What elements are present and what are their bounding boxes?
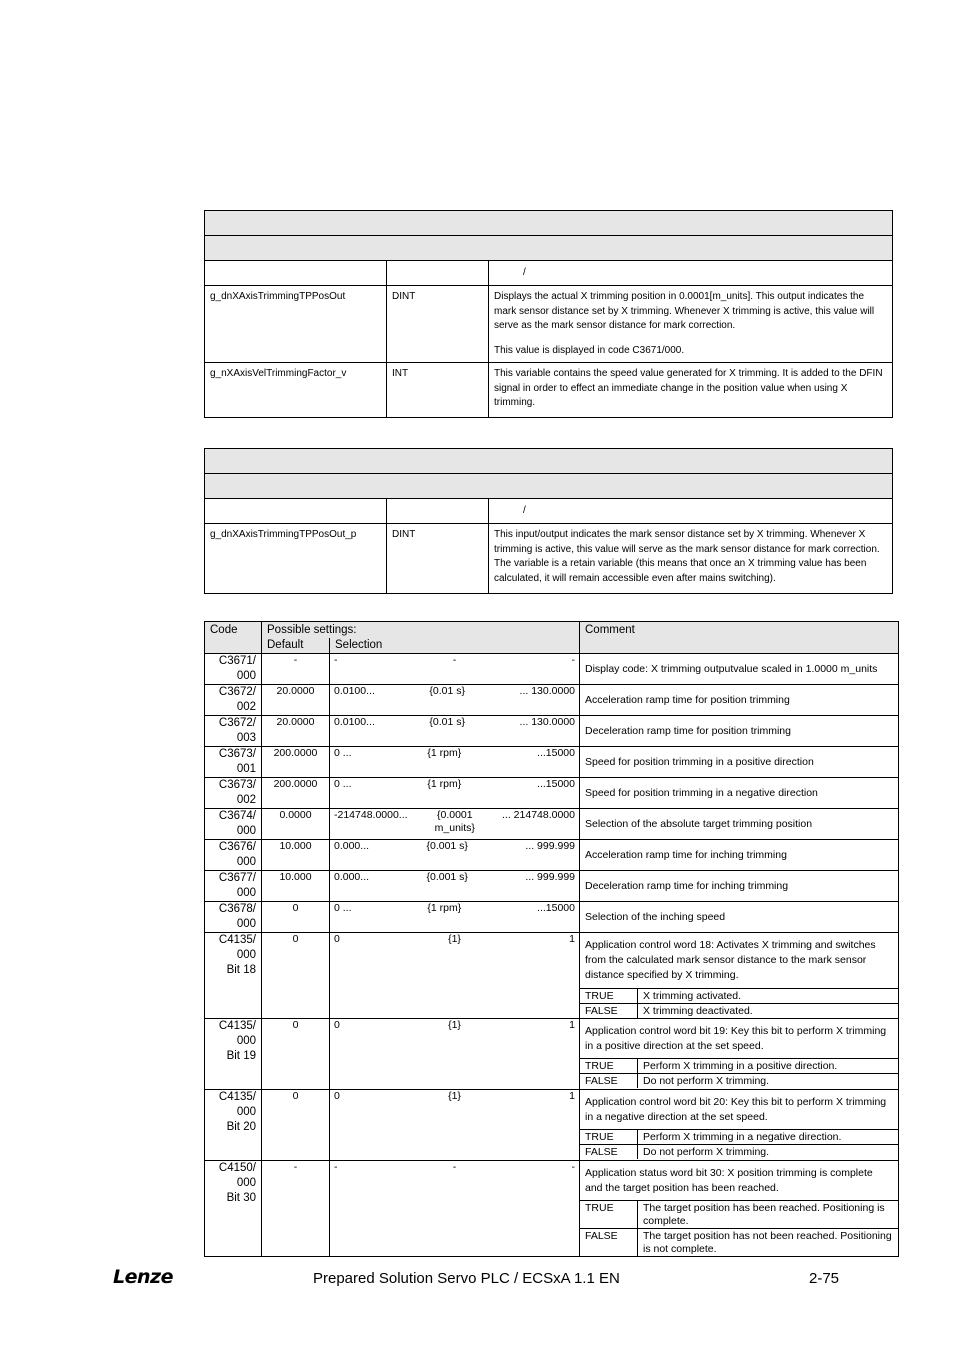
code-table: [204, 621, 899, 1257]
code-cell: C3671/ 000: [205, 654, 262, 685]
true-false-table: [580, 1058, 898, 1088]
variable-type: INT: [387, 363, 489, 418]
code-cell: C3678/ 000: [205, 902, 262, 933]
selection-cell: - - -: [330, 1161, 580, 1257]
code-cell: C3676/ 000: [205, 840, 262, 871]
comment-cell: Application control word 18: Activates X trimming and switches from the calculated mark sensor distance to the mark sensor distance specified by X trimming. TRUE X trimming activated. FALSE X trimming deactivated.: [580, 933, 899, 1019]
code-table-header: [205, 622, 899, 654]
false-row: FALSE The target position has not been reached. Positioning is not complete.: [580, 1229, 898, 1257]
code-cell: C4135/ 000 Bit 20: [205, 1090, 262, 1161]
selection-cell: 0 {1} 1: [330, 1019, 580, 1090]
code-row: [205, 902, 899, 933]
header-code: Code: [205, 622, 262, 654]
comment-cell: Speed for position trimming in a negative direction: [580, 778, 899, 809]
comment-cell: Acceleration ramp time for inching trimming: [580, 840, 899, 871]
default-cell: 200.0000: [262, 778, 330, 809]
table-title-band: [205, 211, 893, 236]
table-header-row: [205, 499, 893, 524]
code-cell: C3672/ 003: [205, 716, 262, 747]
comment-cell: Selection of the absolute target trimming position: [580, 809, 899, 840]
selection-cell: 0 {1} 1: [330, 933, 580, 1019]
code-cell: C4135/ 000 Bit 19: [205, 1019, 262, 1090]
variable-type: DINT: [387, 524, 489, 594]
selection-cell: 0 ... {1 rpm} ...15000: [330, 902, 580, 933]
code-cell: C4150/ 000 Bit 30: [205, 1161, 262, 1257]
table-header-row: [205, 261, 893, 286]
header-comment: Comment: [580, 622, 899, 654]
comment-cell: Selection of the inching speed: [580, 902, 899, 933]
default-cell: -: [262, 1161, 330, 1257]
true-false-table: [580, 1129, 898, 1159]
table-row: [205, 286, 893, 363]
comment-cell: Application control word bit 19: Key this bit to perform X trimming in a positive direction at the set speed. TRUE Perform X trimming in a positive direction. FALSE Do not perform X trimming.: [580, 1019, 899, 1090]
table-subtitle-band: [205, 236, 893, 261]
selection-cell: -214748.0000... {0.0001 m_units} ... 214748.0000: [330, 809, 580, 840]
footer-title: Prepared Solution Servo PLC / ECSxA 1.1 EN: [313, 1270, 620, 1287]
default-cell: 20.0000: [262, 685, 330, 716]
table-row: [205, 363, 893, 418]
code-cell: C3677/ 000: [205, 871, 262, 902]
header-slash: /: [523, 504, 526, 516]
default-cell: 20.0000: [262, 716, 330, 747]
selection-cell: 0.000... {0.001 s} ... 999.999: [330, 840, 580, 871]
inout-table: [204, 448, 893, 594]
code-cell: C3673/ 001: [205, 747, 262, 778]
comment-cell: Deceleration ramp time for position trimming: [580, 716, 899, 747]
default-cell: 0: [262, 902, 330, 933]
code-row-bit: [205, 1161, 899, 1257]
selection-cell: 0.000... {0.001 s} ... 999.999: [330, 871, 580, 902]
default-cell: 0: [262, 1019, 330, 1090]
code-cell: C3674/ 000: [205, 809, 262, 840]
code-row-bit: [205, 1090, 899, 1161]
header-default: Default: [262, 638, 330, 653]
selection-cell: 0 ... {1 rpm} ...15000: [330, 747, 580, 778]
true-row: TRUE X trimming activated.: [580, 989, 898, 1004]
code-row: [205, 871, 899, 902]
comment-cell: Application control word bit 20: Key this bit to perform X trimming in a negative direction at the set speed. TRUE Perform X trimming in a negative direction. FALSE Do not perform X trimming.: [580, 1090, 899, 1161]
code-row-bit: [205, 933, 899, 1019]
comment-cell: Deceleration ramp time for inching trimming: [580, 871, 899, 902]
code-row: [205, 747, 899, 778]
lenze-logo: Lenze: [113, 1266, 173, 1288]
code-row: [205, 778, 899, 809]
variable-description: This variable contains the speed value generated for X trimming. It is added to the DFIN signal in order to effect an immediate change in the position value when using X trimming.: [489, 363, 893, 418]
default-cell: 0: [262, 1090, 330, 1161]
default-cell: 10.000: [262, 840, 330, 871]
default-cell: 200.0000: [262, 747, 330, 778]
code-cell: C4135/ 000 Bit 18: [205, 933, 262, 1019]
default-cell: -: [262, 654, 330, 685]
code-row: [205, 716, 899, 747]
true-row: TRUE The target position has been reached. Positioning is complete.: [580, 1201, 898, 1229]
header-selection: Selection: [335, 639, 383, 651]
header-slash: /: [523, 266, 526, 278]
selection-cell: - - -: [330, 654, 580, 685]
selection-cell: 0.0100... {0.01 s} ... 130.0000: [330, 716, 580, 747]
variable-name: g_nXAxisVelTrimmingFactor_v: [205, 363, 387, 418]
variable-name: g_dnXAxisTrimmingTPPosOut: [205, 286, 387, 363]
selection-cell: 0.0100... {0.01 s} ... 130.0000: [330, 685, 580, 716]
table-subtitle-band: [205, 474, 893, 499]
code-cell: C3672/ 002: [205, 685, 262, 716]
code-cell: C3673/ 002: [205, 778, 262, 809]
comment-cell: Acceleration ramp time for position trimming: [580, 685, 899, 716]
code-row: [205, 654, 899, 685]
true-row: TRUE Perform X trimming in a negative direction.: [580, 1130, 898, 1145]
comment-cell: Display code: X trimming outputvalue scaled in 1.0000 m_units: [580, 654, 899, 685]
code-row: [205, 809, 899, 840]
header-possible-settings: Possible settings: Default Selection: [262, 622, 580, 654]
comment-cell: Application status word bit 30: X position trimming is complete and the target position has been reached. TRUE The target position has been reached. Positioning is complete. FALSE The target position has not been reached. Positioning is not complete.: [580, 1161, 899, 1257]
false-row: FALSE Do not perform X trimming.: [580, 1074, 898, 1089]
false-row: FALSE X trimming deactivated.: [580, 1004, 898, 1019]
code-row-bit: [205, 1019, 899, 1090]
default-cell: 0.0000: [262, 809, 330, 840]
table-row: [205, 524, 893, 594]
true-false-table: [580, 1200, 898, 1256]
table-title-band: [205, 449, 893, 474]
variable-description: Displays the actual X trimming position in 0.0001[m_units]. This output indicates the mark sensor distance set by X trimming. Whenever X trimming is active, this value will serve as the mark sensor distance for mark correction. This value is displayed in code C3671/000.: [489, 286, 893, 363]
selection-cell: 0 {1} 1: [330, 1090, 580, 1161]
default-cell: 0: [262, 933, 330, 1019]
code-row: [205, 840, 899, 871]
true-false-table: [580, 988, 898, 1018]
default-cell: 10.000: [262, 871, 330, 902]
page-number: 2-75: [809, 1270, 840, 1287]
selection-cell: 0 ... {1 rpm} ...15000: [330, 778, 580, 809]
variable-type: DINT: [387, 286, 489, 363]
false-row: FALSE Do not perform X trimming.: [580, 1145, 898, 1160]
variable-description: This input/output indicates the mark sensor distance set by X trimming. Whenever X trimming is active, this value will serve as the mark sensor distance for mark correction. The variable is a retain variable (this means that once an X trimming value has been calculated, it will remain accessible even after mains switching).: [489, 524, 893, 594]
code-row: [205, 685, 899, 716]
variable-name: g_dnXAxisTrimmingTPPosOut_p: [205, 524, 387, 594]
outputs-table: [204, 210, 893, 418]
true-row: TRUE Perform X trimming in a positive direction.: [580, 1059, 898, 1074]
comment-cell: Speed for position trimming in a positive direction: [580, 747, 899, 778]
